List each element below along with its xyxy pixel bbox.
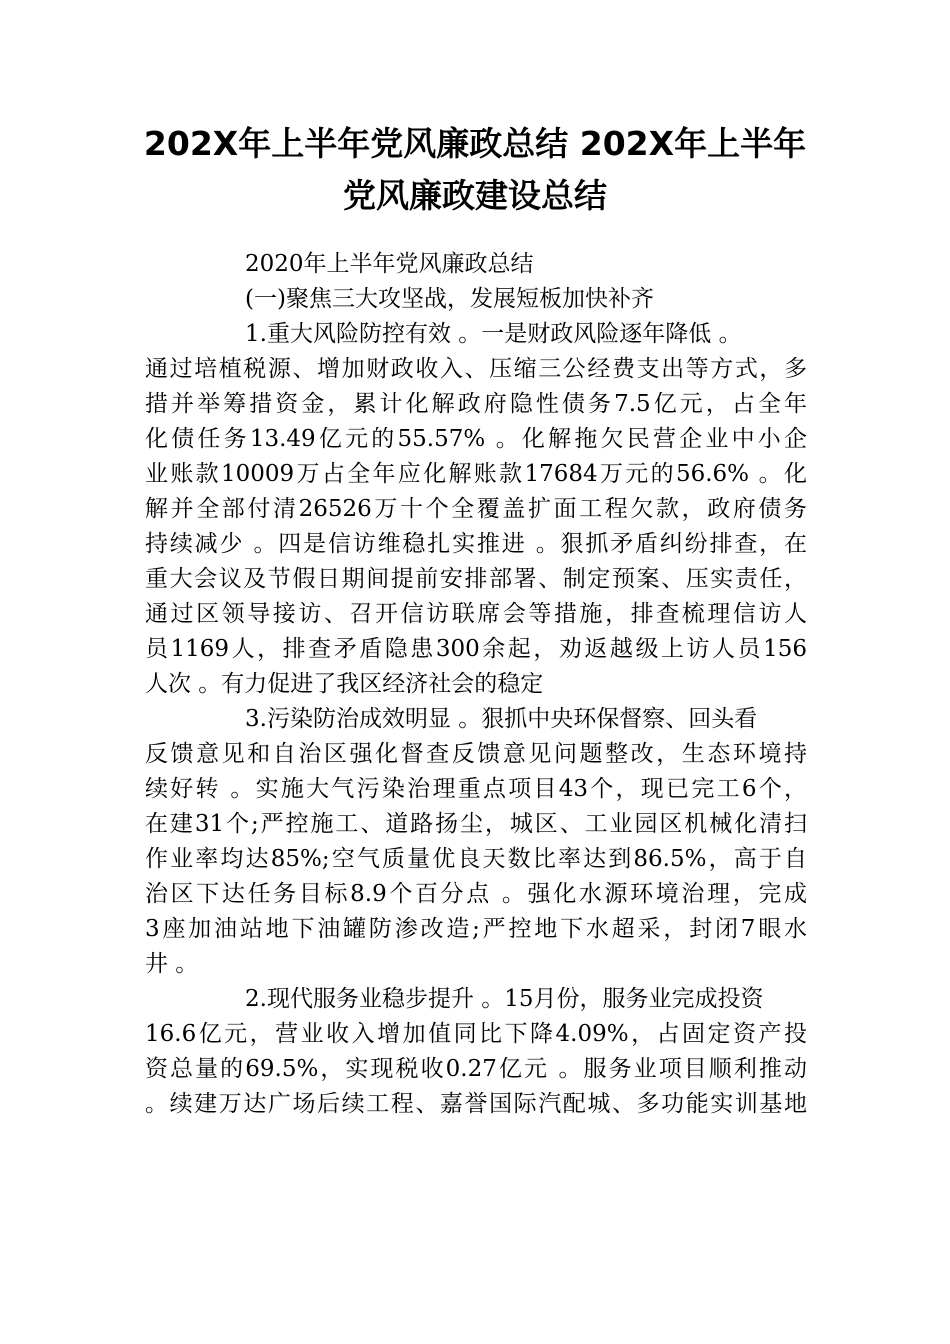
body-text-line: 治区下达任务目标8.9个百分点 。强化水源环境治理，完成 (145, 881, 807, 907)
body-text-line: 措并举筹措资金，累计化解政府隐性债务7.5亿元，占全年 (145, 391, 807, 417)
body-text-line: 作业率均达85%;空气质量优良天数比率达到86.5%，高于自 (145, 846, 807, 872)
body-text-line: 3座加油站地下油罐防渗改造;严控地下水超采，封闭7眼水 (145, 916, 807, 942)
body-text-line: 解并全部付清26526万十个全覆盖扩面工程欠款，政府债务 (145, 496, 807, 522)
body-text-line: 2.现代服务业稳步提升 。15月份，服务业完成投资 (245, 986, 764, 1012)
title-line-1: 202X年上半年党风廉政总结 202X年上半年 (143, 124, 807, 163)
body-text-line: 通过区领导接访、召开信访联席会等措施，排查梳理信访人 (145, 601, 807, 627)
body-text-line: 重大会议及节假日期间提前安排部署、制定预案、压实责任， (145, 566, 807, 592)
body-text-line: 续好转 。实施大气污染治理重点项目43个，现已完工6个， (145, 776, 807, 802)
body-text-line: 井 。 (145, 951, 199, 977)
body-text-line: 员1169人，排查矛盾隐患300余起，劝返越级上访人员156 (145, 636, 807, 662)
body-text-line: 化债任务13.49亿元的55.57% 。化解拖欠民营企业中小企 (145, 426, 807, 452)
body-text-line: 持续减少 。四是信访维稳扎实推进 。狠抓矛盾纠纷排查，在 (145, 531, 807, 557)
body-text-line: 资总量的69.5%，实现税收0.27亿元 。服务业项目顺利推动 (145, 1056, 807, 1082)
body-text-line: 。续建万达广场后续工程、嘉誉国际汽配城、多功能实训基地 (145, 1091, 807, 1117)
document-title (120, 118, 830, 222)
body-text-line: 2020年上半年党风廉政总结 (245, 251, 534, 277)
document-body (145, 247, 807, 1122)
body-text-line: 在建31个;严控施工、道路扬尘，城区、工业园区机械化清扫 (145, 811, 807, 837)
body-text-line: 业账款10009万占全年应化解账款17684万元的56.6% 。化 (145, 461, 807, 487)
body-text-line: (一)聚焦三大攻坚战，发展短板加快补齐 (245, 286, 654, 312)
body-text-line: 1.重大风险防控有效 。一是财政风险逐年降低 。 (245, 321, 742, 347)
body-text-line: 3.污染防治成效明显 。狠抓中央环保督察、回头看 (245, 706, 758, 732)
body-text-line: 反馈意见和自治区强化督查反馈意见问题整改，生态环境持 (145, 741, 807, 767)
body-text-line: 16.6亿元，营业收入增加值同比下降4.09%，占固定资产投 (145, 1021, 807, 1047)
body-text-line: 人次 。有力促进了我区经济社会的稳定 (145, 671, 544, 697)
body-text-line: 通过培植税源、增加财政收入、压缩三公经费支出等方式，多 (145, 356, 807, 382)
title-line-2: 党风廉政建设总结 (343, 176, 607, 215)
